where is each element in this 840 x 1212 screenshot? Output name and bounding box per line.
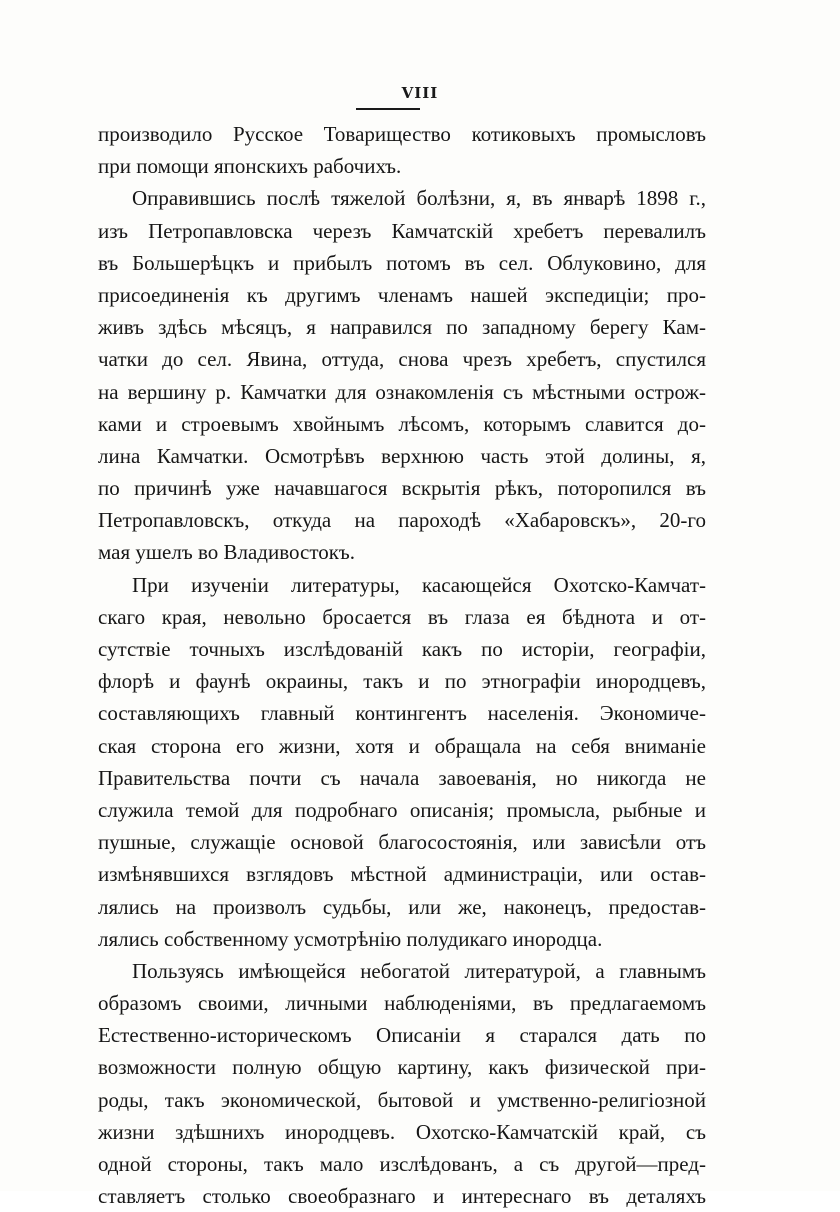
text-line: производило Русское Товарищество котиковыхъ промысловъ [98, 122, 706, 146]
text-line: скаго края, невольно бросается въ глаза ея бѣднота и от- [98, 604, 706, 629]
text-line: При изученіи литературы, касающейся Охотско-Камчат- [132, 572, 706, 597]
text-line: одной стороны, такъ мало изслѣдованъ, а съ другой—пред- [98, 1152, 706, 1176]
text-line: Правительства почти съ начала завоеванія, но никогда не [98, 765, 706, 790]
text-line: мая ушелъ во Владивостокъ. [98, 540, 356, 565]
text-line: образомъ своими, личными наблюденіями, въ предлагаемомъ [98, 991, 706, 1016]
text-line: пушные, служащіе основой благосостоянія, или зависѣли отъ [98, 830, 706, 855]
text-line: лялись собственному усмотрѣнію полудикаго инородца. [98, 926, 603, 951]
text-line: чатки до сел. Явина, оттуда, снова чрезъ хребетъ, спустился [98, 347, 706, 372]
page-number: VIII [401, 84, 439, 102]
text-line: ская сторона его жизни, хотя и обращала на себя вниманіе [98, 733, 706, 758]
text-line: живъ здѣсь мѣсяцъ, я направился по западному берегу Кам- [98, 315, 706, 340]
body-text [98, 118, 706, 1212]
text-line: лина Камчатки. Осмотрѣвъ верхнюю часть этой долины, я, [98, 443, 706, 468]
text-line: ставляетъ столько своеобразнаго и интереснаго въ деталяхъ [98, 1184, 706, 1209]
text-line: при помощи японскихъ рабочихъ. [98, 154, 402, 179]
text-line: Оправившись послѣ тяжелой болѣзни, я, въ январѣ 1898 г., [132, 186, 706, 211]
text-line: присоединенія къ другимъ членамъ нашей экспедиціи; про- [98, 282, 706, 307]
text-line: на вершину р. Камчатки для ознакомленія съ мѣстными острож- [98, 379, 706, 404]
text-line: ками и строевымъ хвойнымъ лѣсомъ, которымъ славится до- [98, 411, 706, 436]
text-line: измѣнявшихся взглядовъ мѣстной администраціи, или остав- [98, 862, 706, 887]
text-line: флорѣ и фаунѣ окраины, такъ и по этнографіи инородцевъ, [98, 669, 706, 694]
text-line: Петропавловскъ, откуда на пароходѣ «Хабаровскъ», 20-го [98, 508, 706, 533]
text-line: сутствіе точныхъ изслѣдованій какъ по исторіи, географіи, [98, 637, 706, 661]
text-line: Естественно-историческомъ Описаніи я старался дать по [98, 1023, 706, 1048]
text-line: служила темой для подробнаго описанія; промысла, рыбные и [98, 797, 706, 822]
text-line: изъ Петропавловска черезъ Камчатскій хребетъ перевалилъ [98, 218, 706, 243]
header-rule [356, 108, 420, 110]
text-line: по причинѣ уже начавшагося вскрытія рѣкъ, поторопился въ [98, 476, 706, 501]
text-line: составляющихъ главный контингентъ населенія. Экономиче- [98, 701, 706, 726]
text-line: жизни здѣшнихъ инородцевъ. Охотско-Камчатскій край, съ [98, 1119, 706, 1144]
text-line: возможности полную общую картину, какъ физической при- [98, 1055, 706, 1080]
text-line: роды, такъ экономической, бытовой и умственно-религіозной [98, 1087, 706, 1112]
text-line: въ Большерѣцкъ и прибылъ потомъ въ сел. Облуковино, для [98, 250, 706, 275]
text-line: лялись на произволъ судьбы, или же, наконецъ, предостав- [98, 894, 706, 919]
text-line: Пользуясь имѣющейся небогатой литературой, а главнымъ [132, 958, 706, 983]
